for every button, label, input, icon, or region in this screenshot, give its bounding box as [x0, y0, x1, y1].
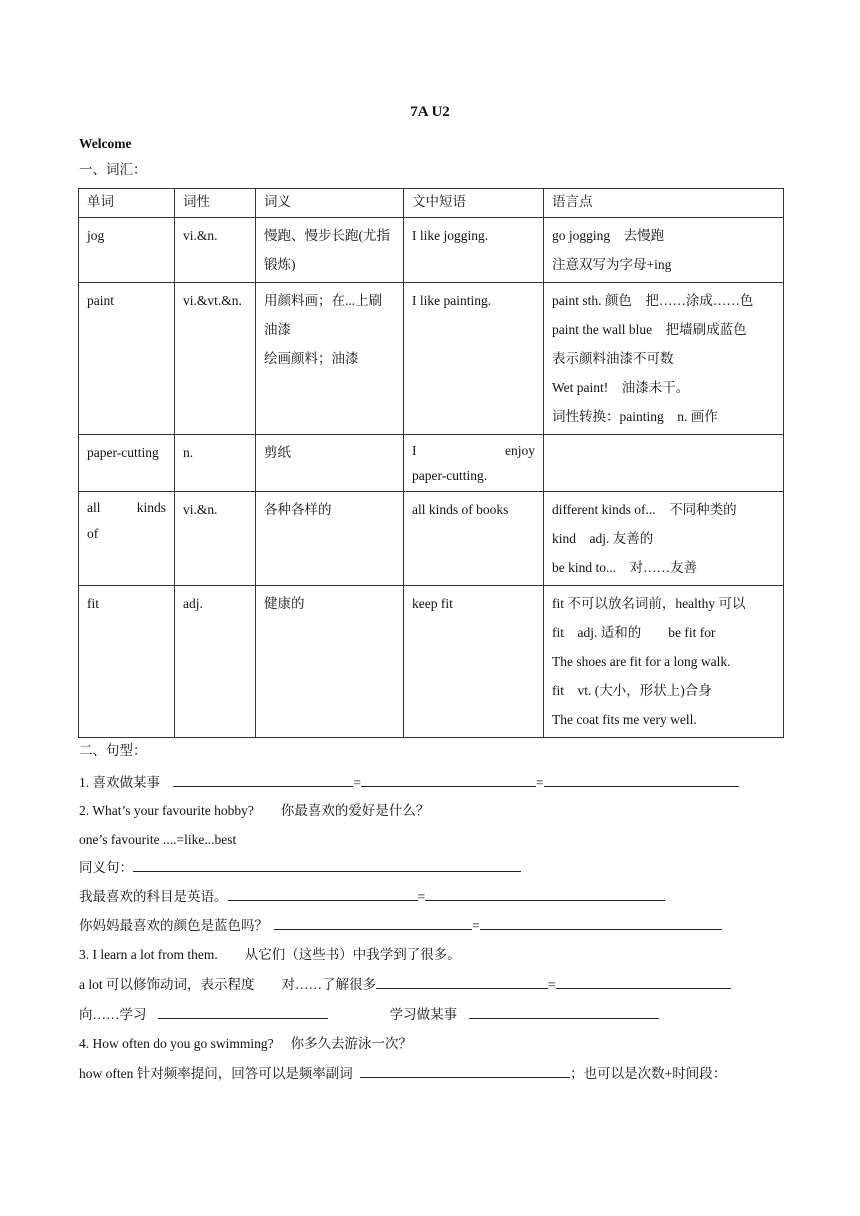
cell-pos: n.	[175, 435, 256, 492]
exercise-line-6	[79, 916, 722, 935]
answer-blank[interactable]	[361, 773, 536, 787]
table-row	[79, 586, 784, 738]
exercise-line-4	[79, 858, 521, 877]
answer-blank[interactable]	[133, 858, 521, 872]
exercise-label: 1. 喜欢做某事	[79, 775, 160, 790]
exercise-label: 向……学习	[79, 1007, 147, 1022]
exercise-line-5	[79, 887, 665, 906]
section-sentences-heading: 二、句型：	[79, 743, 147, 758]
answer-blank[interactable]	[158, 1005, 328, 1019]
table-row	[79, 435, 784, 492]
meaning-line: 用颜料画；在...上刷油漆	[264, 293, 383, 337]
word-part: kinds	[136, 500, 166, 515]
equals-sign: =	[417, 889, 426, 904]
cell-pos: vi.&n.	[175, 492, 256, 586]
answer-blank[interactable]	[376, 975, 548, 989]
exercise-line-3: one’s favourite ....=like...best	[79, 832, 237, 847]
exercise-line-2: 2. What’s your favourite hobby? 你最喜欢的爱好是什么？	[79, 803, 430, 818]
word-line	[87, 495, 166, 521]
cell-meaning: 健康的	[256, 586, 404, 738]
cell-phrase	[404, 435, 544, 492]
section-welcome: Welcome	[79, 136, 132, 151]
cell-phrase: all kinds of books	[404, 492, 544, 586]
cell-phrase: I like jogging.	[404, 218, 544, 283]
answer-blank[interactable]	[173, 773, 353, 787]
exercise-label: a lot 可以修饰动词，表示程度 对……了解很多	[79, 977, 376, 992]
exercise-label: 我最喜欢的科目是英语。	[79, 889, 228, 904]
section-vocabulary-heading: 一、词汇：	[79, 162, 147, 177]
cell-phrase: I like painting.	[404, 283, 544, 435]
exercise-label: 同义句：	[79, 860, 133, 875]
table-header-row	[79, 189, 784, 218]
note-line: kind adj. 友善的	[552, 531, 654, 546]
cell-meaning	[256, 218, 404, 283]
answer-blank[interactable]	[274, 916, 472, 930]
equals-sign: =	[353, 775, 361, 790]
phrase-word: enjoy	[505, 443, 535, 458]
phrase-line	[412, 438, 535, 463]
note-line: fit adj. 适和的 be fit for	[552, 625, 716, 640]
cell-meaning: 各种各样的	[256, 492, 404, 586]
word-line: of	[87, 526, 99, 541]
note-line: 词性转换：painting n. 画作	[552, 409, 718, 424]
answer-blank[interactable]	[360, 1064, 570, 1078]
meaning-line: 绘画颜料；油漆	[264, 351, 359, 366]
exercise-label: ；也可以是次数+时间段：	[570, 1066, 727, 1081]
answer-blank[interactable]	[480, 916, 722, 930]
exercise-label: how often 针对频率提问，回答可以是频率副词	[79, 1066, 353, 1081]
phrase-line: paper-cutting.	[412, 468, 488, 483]
cell-notes	[544, 492, 784, 586]
cell-word: jog	[79, 218, 175, 283]
table-row	[79, 492, 784, 586]
exercise-line-9	[79, 1005, 659, 1024]
cell-pos: vi.&n.	[175, 218, 256, 283]
cell-word: paper-cutting	[79, 435, 175, 492]
cell-notes	[544, 435, 784, 492]
answer-blank[interactable]	[425, 887, 665, 901]
exercise-label: 你妈妈最喜欢的颜色是蓝色吗？	[79, 918, 268, 933]
cell-word: fit	[79, 586, 175, 738]
document-title: 7A U2	[410, 104, 450, 120]
table-row	[79, 218, 784, 283]
cell-notes	[544, 586, 784, 738]
cell-phrase: keep fit	[404, 586, 544, 738]
exercise-line-8	[79, 975, 731, 994]
note-line: paint the wall blue 把墙刷成蓝色	[552, 322, 747, 337]
vocabulary-table	[78, 188, 784, 738]
cell-meaning: 剪纸	[256, 435, 404, 492]
cell-word	[79, 492, 175, 586]
note-line: 表示颜料油漆不可数	[552, 351, 674, 366]
meaning-line: 慢跑、慢步长跑(尤指锻炼)	[264, 228, 390, 272]
exercise-line-1	[79, 773, 739, 792]
cell-pos: vi.&vt.&n.	[175, 283, 256, 435]
header-notes: 语言点	[544, 189, 784, 218]
word-part: all	[87, 500, 101, 515]
header-meaning: 词义	[256, 189, 404, 218]
answer-blank[interactable]	[544, 773, 739, 787]
exercise-line-10: 4. How often do you go swimming? 你多久去游泳一次？	[79, 1036, 412, 1051]
cell-pos: adj.	[175, 586, 256, 738]
phrase-word: I	[412, 443, 417, 458]
cell-notes	[544, 283, 784, 435]
header-word: 单词	[79, 189, 175, 218]
note-line: Wet paint! 油漆未干。	[552, 380, 690, 395]
note-line: fit 不可以放名词前，healthy 可以	[552, 596, 746, 611]
note-line: The shoes are fit for a long walk.	[552, 654, 731, 669]
answer-blank[interactable]	[469, 1005, 659, 1019]
header-phrase: 文中短语	[404, 189, 544, 218]
equals-sign: =	[548, 977, 556, 992]
answer-blank[interactable]	[228, 887, 418, 901]
table-row	[79, 283, 784, 435]
equals-sign: =	[472, 918, 480, 933]
exercise-line-7: 3. I learn a lot from them. 从它们（这些书）中我学到了很多。	[79, 947, 461, 962]
header-pos: 词性	[175, 189, 256, 218]
note-line: be kind to... 对……友善	[552, 560, 698, 575]
answer-blank[interactable]	[556, 975, 731, 989]
note-line: 注意双写为字母+ing	[552, 257, 672, 272]
exercise-label: 学习做某事	[389, 1007, 458, 1022]
note-line: go jogging 去慢跑	[552, 228, 665, 243]
cell-notes	[544, 218, 784, 283]
note-line: The coat fits me very well.	[552, 712, 697, 727]
equals-sign: =	[536, 775, 544, 790]
cell-meaning	[256, 283, 404, 435]
note-line: different kinds of... 不同种类的	[552, 502, 737, 517]
exercise-line-11	[79, 1064, 726, 1083]
note-line: fit vt. (大小，形状上)合身	[552, 683, 712, 698]
note-line: paint sth. 颜色 把……涂成……色	[552, 293, 754, 308]
cell-word: paint	[79, 283, 175, 435]
